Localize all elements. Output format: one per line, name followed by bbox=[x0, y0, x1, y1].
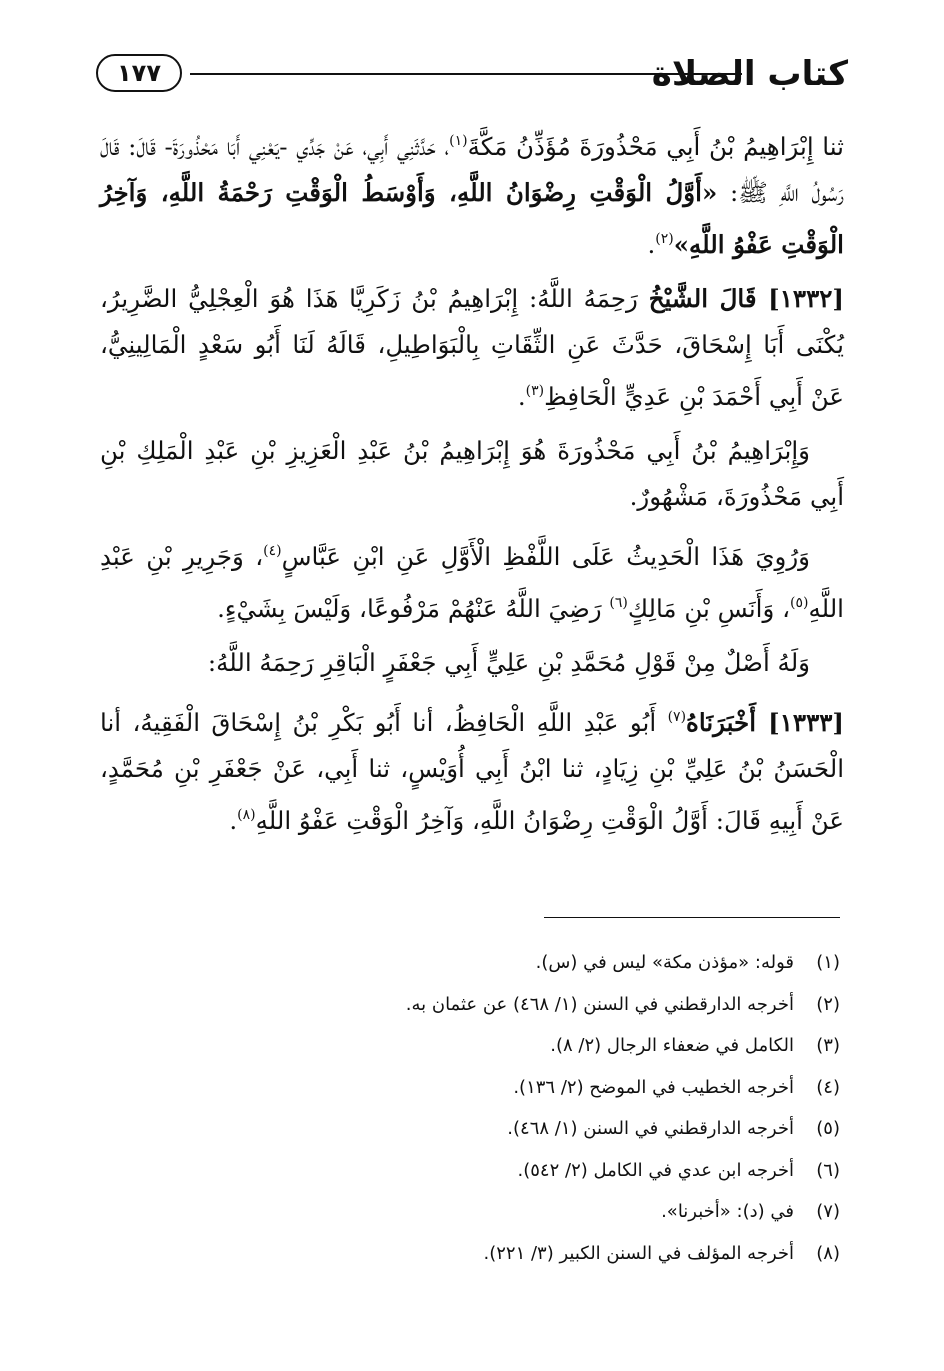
footnote-item bbox=[200, 1233, 840, 1275]
text-segment: رَضِيَ اللَّهُ عَنْهُمْ مَرْفُوعًا، وَلَيْسَ بِشَيْءٍ. bbox=[217, 594, 610, 623]
footnote-item bbox=[200, 942, 840, 984]
paragraph bbox=[100, 118, 844, 268]
footnote-text: أخرجه الدارقطني في السنن (١/ ٤٦٨) عن عثمان به. bbox=[405, 993, 794, 1015]
text-segment: ثنا إِبْرَاهِيمُ بْنُ أَبِي مَحْذُورَةَ مُؤَذِّنُ مَكَّةَ bbox=[467, 132, 844, 161]
footnote-rule bbox=[544, 917, 840, 918]
text-segment: ، وَجَرِيرِ بْنِ عَبْدِ اللَّهِ bbox=[100, 542, 844, 623]
footnote-marker: (٣) bbox=[525, 383, 545, 399]
text-segment: أَبُو عَبْدِ اللَّهِ الْحَافِظُ، أنا أَبُو بَكْرِ بْنُ إِسْحَاقَ الْفَقِيهُ، أنا الْحَسَنُ بْنُ عَلِيِّ بْنِ زِيَادٍ، ثنا ابْنُ أَبِي أُوَيْسٍ، ثنا أَبِي، عَنْ جَعْفَرِ بْنِ مُحَمَّدٍ، عَنْ أَبِيهِ قَالَ: أَوَّلُ الْوَقْتِ رِضْوَانُ اللَّهِ، وَآخِرُ الْوَقْتِ عَفْوُ اللَّهِ bbox=[100, 708, 844, 835]
bold-text: أَخْبَرَنَاهُ bbox=[686, 708, 757, 737]
text-segment: . bbox=[517, 382, 526, 411]
bold-text: «أَوَّلُ الْوَقْتِ رِضْوَانُ اللَّهِ، وَأَوْسَطُ الْوَقْتِ رَحْمَةُ اللَّهِ، وَآخِرُ الْوَقْتِ عَفْوُ اللَّهِ» bbox=[100, 178, 844, 259]
text-segment: وَرُوِيَ هَذَا الْحَدِيثُ عَلَى اللَّفْظِ الْأَوَّلِ عَنِ ابْنِ عَبَّاسٍ bbox=[281, 542, 811, 571]
text-segment: رَحِمَهُ اللَّهُ: إِبْرَاهِيمُ بْنُ زَكَرِيَّا هَذَا هُوَ الْعِجْلِيُّ الضَّرِيرُ، يُكْنَى أَبَا إِسْحَاقَ، حَدَّثَ عَنِ الثِّقَاتِ بِالْبَوَاطِيلِ، قَالَهُ لَنَا أَبُو سَعْدٍ الْمَالِينِيُّ، عَنْ أَبِي أَحْمَدَ بْنِ عَدِيٍّ الْحَافِظِ bbox=[100, 284, 844, 411]
footnote-marker: (٧) bbox=[667, 709, 687, 725]
paragraph bbox=[100, 276, 844, 420]
footnote-marker: (٤) bbox=[263, 543, 282, 559]
footnote-text: أخرجه الخطيب في الموضح (٢/ ١٣٦). bbox=[513, 1076, 794, 1098]
footnote-number: (٨) bbox=[816, 1242, 840, 1264]
footnote-text: الكامل في ضعفاء الرجال (٢/ ٨). bbox=[550, 1035, 794, 1057]
bold-text: الشَّيْخُ bbox=[648, 284, 720, 313]
page-header bbox=[96, 48, 848, 104]
footnote-marker: (٦) bbox=[609, 595, 628, 611]
text-segment: . bbox=[647, 230, 656, 259]
main-text bbox=[100, 118, 844, 844]
footnote-item bbox=[200, 1150, 840, 1192]
paragraph bbox=[100, 528, 844, 632]
footnote-item bbox=[200, 1025, 840, 1067]
footnote-text: أخرجه الدارقطني في السنن (١/ ٤٦٨). bbox=[507, 1118, 794, 1140]
footnote-number: (٦) bbox=[816, 1159, 840, 1181]
header-rule bbox=[190, 73, 742, 75]
footnote-number: (١) bbox=[816, 952, 840, 974]
footnote-item bbox=[200, 1191, 840, 1233]
text-segment: وَلَهُ أَصْلٌ مِنْ قَوْلِ مُحَمَّدِ بْنِ عَلِيٍّ أَبِي جَعْفَرٍ الْبَاقِرِ رَحِمَهُ اللَّهُ: bbox=[207, 648, 810, 677]
bold-text: قَالَ bbox=[719, 284, 757, 313]
footnotes-list bbox=[200, 942, 840, 1274]
footnote-item bbox=[200, 1108, 840, 1150]
footnote-text: أخرجه ابن عدي في الكامل (٢/ ٥٤٢). bbox=[517, 1159, 794, 1181]
text-segment: وَإِبْرَاهِيمُ بْنُ أَبِي مَحْذُورَةَ هُوَ إِبْرَاهِيمُ بْنُ عَبْدِ الْعَزِيزِ بْنِ عَبْدِ الْمَلِكِ بْنِ أَبِي مَحْذُورَةَ، مَشْهُورٌ. bbox=[100, 436, 844, 511]
footnote-marker: (٨) bbox=[237, 807, 256, 823]
text-segment: ، حَدَّثَنِي أَبِي، عَنْ جَدِّي -يَعْنِي أَبَا مَحْذُورَةَ- قَالَ: قَالَ رَسُولُ اللَّهِ ﷺ: bbox=[100, 132, 844, 207]
footnote-number: (٤) bbox=[816, 1076, 840, 1098]
footnote-marker: (٢) bbox=[655, 231, 674, 247]
page-number: ١٧٧ bbox=[96, 54, 182, 92]
paragraph bbox=[100, 428, 844, 520]
paragraph bbox=[100, 694, 844, 844]
footnote-number: (٢) bbox=[816, 993, 840, 1015]
footnote-text: قوله: «مؤذن مكة» ليس في (س). bbox=[535, 952, 794, 974]
bold-text: [١٣٣٢] bbox=[756, 284, 844, 313]
footnote-text: في (د): «أخبرنا». bbox=[661, 1201, 794, 1223]
book-title: كتاب الصلاة bbox=[651, 54, 848, 94]
footnote-number: (٥) bbox=[816, 1118, 840, 1140]
footnote-number: (٧) bbox=[816, 1201, 840, 1223]
footnote-marker: (١) bbox=[449, 133, 468, 149]
footnote-item bbox=[200, 1067, 840, 1109]
footnote-text: أخرجه المؤلف في السنن الكبير (٣/ ٢٢١). bbox=[483, 1242, 794, 1264]
bold-text: [١٣٣٣] bbox=[756, 708, 844, 737]
footnote-marker: (٥) bbox=[790, 595, 809, 611]
footnote-number: (٣) bbox=[816, 1035, 840, 1057]
text-segment: . bbox=[229, 806, 238, 835]
paragraph bbox=[100, 640, 844, 686]
text-segment: ، وَأَنَسِ بْنِ مَالِكٍ bbox=[627, 594, 790, 623]
footnote-item bbox=[200, 984, 840, 1026]
